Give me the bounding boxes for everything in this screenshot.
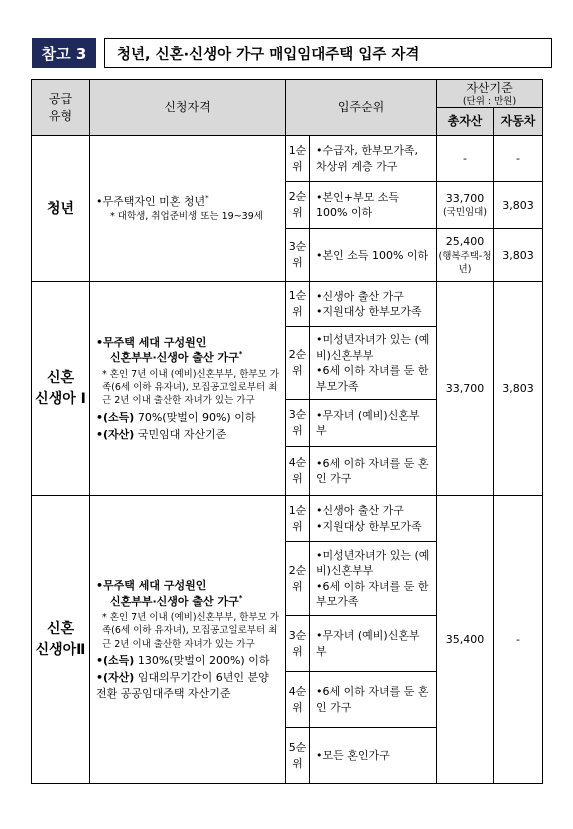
type-youth: 청년	[32, 136, 90, 282]
asset-header: 자산기준	[466, 81, 513, 95]
newlywed2-qual2: 신혼부부·신생아 출산 가구	[110, 594, 239, 608]
newlywed2-rank-1-desc: •신생아 출산 가구 •지원대상 한부모가족	[310, 496, 437, 542]
youth-rank-3-car: 3,803	[494, 229, 543, 282]
newlywed2-rank-3-desc: •무자녀 (예비)신혼부부	[310, 616, 437, 672]
newlywed2-rank-1: 1순 위	[286, 496, 310, 542]
newlywed1-rank-4: 4순 위	[286, 447, 310, 496]
newlywed2-income-label: •(소득)	[96, 653, 135, 667]
newlywed1-rank-2: 2순 위	[286, 327, 310, 400]
youth-rank-3-total: 25,400	[445, 235, 485, 249]
newlywed2-rank-5-desc: •모든 혼인가구	[310, 728, 437, 784]
newlywed2-asset-label: •(자산)	[96, 671, 135, 685]
youth-rank-2-total: 33,700	[445, 191, 485, 205]
col-asset	[437, 80, 543, 108]
newlywed1-rank-4-desc: •6세 이하 자녀를 둔 혼인 가구	[310, 447, 437, 496]
youth-rank-3-total-cell	[437, 229, 494, 282]
newlywed2-rank-4: 4순 위	[286, 672, 310, 728]
col-car: 자동차	[494, 108, 543, 136]
col-total-asset: 총자산	[437, 108, 494, 136]
youth-qual: •무주택자인 미혼 청년	[96, 195, 206, 209]
page-title: 청년, 신혼·신생아 가구 매입임대주택 입주 자격	[104, 38, 552, 68]
newlywed2-qualification	[90, 496, 286, 784]
youth-rank-1-car: -	[494, 136, 543, 182]
youth-rank-1-total: -	[437, 136, 494, 182]
eligibility-table	[31, 79, 543, 784]
youth-rank-1-desc: •수급자, 한부모가족, 차상위 계층 가구	[310, 136, 437, 182]
youth-rank-2-car: 3,803	[494, 182, 543, 229]
youth-rank-1: 1순 위	[286, 136, 310, 182]
youth-rank-3-total-note: (행복주택-청년)	[438, 250, 492, 275]
newlywed2-note: * 혼인 7년 이내 (예비)신혼부부, 한부모 가족(6세 이하 유자녀), 모집공고일로부터 최근 2년 이내 출산한 자녀가 있는 가구	[102, 612, 280, 650]
newlywed2-rank-5: 5순 위	[286, 728, 310, 784]
newlywed2-car: -	[494, 496, 543, 784]
col-order: 입주순위	[286, 80, 437, 136]
newlywed2-rank-2-desc: •미성년자녀가 있는 (예비)신혼부부 •6세 이하 자녀를 둔 한부모가족	[310, 542, 437, 616]
newlywed2-mark: *	[238, 593, 243, 602]
youth-rank-3: 3순 위	[286, 229, 310, 282]
newlywed1-income: 70%(맞벌이 90%) 이하	[137, 410, 256, 424]
newlywed1-note: * 혼인 7년 이내 (예비)신혼부부, 한부모 가족(6세 이하 유자녀), 모집공고일로부터 최근 2년 이내 출산한 자녀가 있는 가구	[102, 368, 280, 407]
newlywed1-rank-1: 1순 위	[286, 282, 310, 327]
youth-qual-mark: *	[205, 194, 209, 203]
newlywed2-total: 35,400	[437, 496, 494, 784]
reference-badge: 참고 3	[32, 38, 96, 68]
type-newlywed-1: 신혼 신생아 I	[32, 282, 90, 496]
youth-rank-3-desc: •본인 소득 100% 이하	[310, 229, 437, 282]
newlywed1-rank-3: 3순 위	[286, 400, 310, 447]
newlywed1-income-label: •(소득)	[96, 410, 135, 424]
youth-rank-2: 2순 위	[286, 182, 310, 229]
newlywed1-qual1: •무주택 세대 구성원인	[96, 336, 207, 349]
newlywed2-rank-2: 2순 위	[286, 542, 310, 616]
youth-qualification	[90, 136, 286, 282]
newlywed2-income: 130%(맞벌이 200%) 이하	[137, 653, 270, 667]
youth-rank-2-total-note: (국민임대)	[442, 207, 488, 219]
newlywed1-rank-1-desc: •신생아 출산 가구 •지원대상 한부모가족	[310, 282, 437, 327]
youth-rank-2-total-cell	[437, 182, 494, 229]
col-supply-type: 공급 유형	[32, 80, 90, 136]
newlywed1-qual2: 신혼부부·신생아 출산 가구	[110, 351, 239, 365]
newlywed1-qualification	[90, 282, 286, 496]
asset-unit: (단위 : 만원)	[462, 95, 517, 107]
newlywed1-asset-label: •(자산)	[96, 428, 135, 442]
type-newlywed-2: 신혼 신생아Ⅱ	[32, 496, 90, 784]
section-header	[32, 38, 552, 68]
newlywed1-asset: 국민임대 자산기준	[137, 428, 227, 442]
newlywed1-total: 33,700	[437, 282, 494, 496]
youth-note: * 대학생, 취업준비생 또는 19~39세	[110, 210, 263, 222]
newlywed2-rank-4-desc: •6세 이하 자녀를 둔 혼인 가구	[310, 672, 437, 728]
newlywed2-qual1: •무주택 세대 구성원인	[96, 579, 207, 593]
newlywed2-rank-3: 3순 위	[286, 616, 310, 672]
newlywed1-car: 3,803	[494, 282, 543, 496]
col-qualification: 신청자격	[90, 80, 286, 136]
newlywed2-asset: 임대의무기간이 6년인 분양전환 공공임대주택 자산기준	[96, 671, 269, 700]
newlywed1-rank-3-desc: •무자녀 (예비)신혼부부	[310, 400, 437, 447]
newlywed1-rank-2-desc: •미성년자녀가 있는 (예비)신혼부부 •6세 이하 자녀를 둔 한부모가족	[310, 327, 437, 400]
youth-rank-2-desc: •본인+부모 소득 100% 이하	[310, 182, 437, 229]
newlywed1-mark: *	[238, 350, 243, 359]
